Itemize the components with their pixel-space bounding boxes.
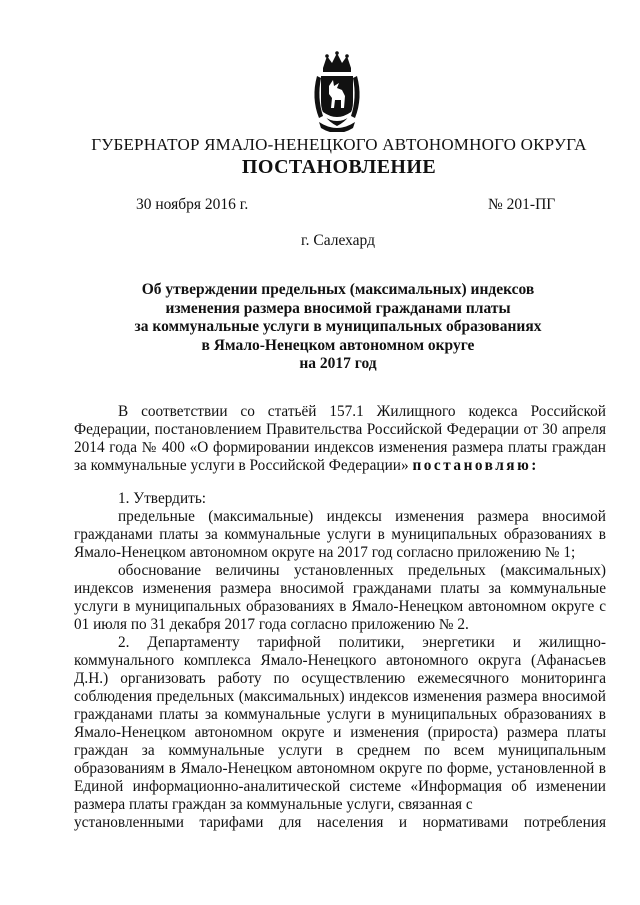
title-line: Об утверждении предельных (максимальных) индексов (141, 281, 535, 298)
document-title (0, 281, 640, 374)
document-number: № 201-ПГ (488, 196, 556, 213)
title-line: за коммунальные услуги в муниципальных образованиях (134, 318, 542, 335)
item-1-a-paragraph: предельные (максимальные) индексы изменения размера вносимой гражданами платы за коммунальные услуги в муниципальных образованиях в Ямало-Ненецком автономном округе на 2017 год согласно приложению № 1; (74, 508, 606, 561)
preamble-keyword: постановляю: (412, 457, 539, 474)
document-body (74, 403, 606, 832)
title-line: в Ямало-Ненецком автономном округе (201, 336, 475, 354)
preamble-text: В соответствии со статьёй 157.1 Жилищного кодекса Российской Федерации, постановлением Правительства Российской Федерации от 30 апреля 2014 года № 400 «О формировании индексов изменения размера платы граждан за коммунальные услуги в Российской Федерации» (74, 403, 606, 474)
preamble-paragraph (74, 403, 606, 475)
item-1-b-paragraph: обоснование величины установленных предельных (максимальных) индексов изменения размера вносимой гражданами платы за коммунальные услуги в муниципальных образованиях в Ямало-Ненецком автономном округе с 01 июля по 31 декабря 2017 года согласно приложению № 2. (74, 562, 606, 633)
coat-of-arms-icon (309, 50, 365, 132)
title-line: изменения размера вносимой гражданами платы (165, 299, 511, 317)
item-2-paragraph: 2. Департаменту тарифной политики, энергетики и жилищно-коммунального комплекса Ямало-Ненецкого автономного округа (Афанасьев Д.Н.) организовать работу по осуществлению ежемесячного мониторинга соблюдения предельных (максимальных) индексов изменения размера вносимой гражданами платы за коммунальные услуги в муниципальных образованиях в Ямало-Ненецком автономном округе и изменения (прироста) размера платы граждан за коммунальные услуги в среднем по всем муниципальным образованиям в Ямало-Ненецком автономном округе по форме, установленной в Единой информационно-аналитической системе «Информация об изменении размера платы граждан за коммунальные услуги, связанная с (74, 634, 606, 813)
title-line: на 2017 год (299, 355, 377, 372)
document-city: г. Салехард (301, 232, 375, 249)
document-date: 30 ноября 2016 г. (136, 196, 249, 213)
document-type: ПОСТАНОВЛЕНИЕ (241, 156, 437, 178)
issuing-authority: ГУБЕРНАТОР ЯМАЛО-НЕНЕЦКОГО АВТОНОМНОГО ОКРУГА (91, 135, 587, 154)
item-2-continuation: установленными тарифами для населения и нормативами потребления (74, 814, 606, 831)
item-1-heading: 1. Утвердить: (118, 490, 207, 507)
